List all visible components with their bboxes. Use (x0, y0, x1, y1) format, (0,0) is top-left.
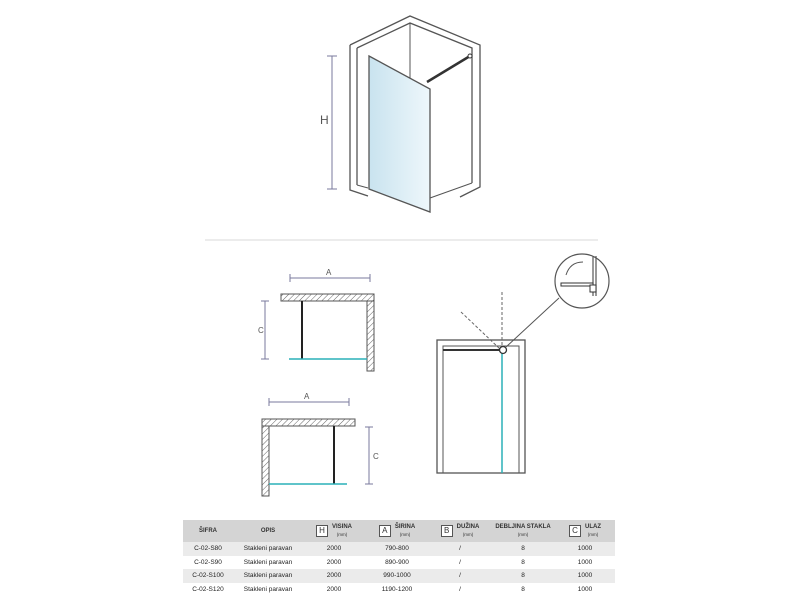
plan-view-top (258, 268, 374, 371)
cell-thickness: 8 (491, 569, 555, 583)
cell-height: 2000 (326, 558, 342, 566)
cell-length: / (429, 542, 491, 556)
detail-bubble (555, 254, 609, 308)
cell-length: / (429, 569, 491, 583)
cell-width: 990-1000 (365, 569, 429, 583)
cell-description: Stakleni paravan (243, 558, 293, 566)
cell-length: / (459, 585, 461, 593)
plan-top-depth-label: C (258, 326, 264, 335)
glass-panel-shape (369, 56, 430, 212)
cell-thickness: 8 (491, 542, 555, 556)
c-icon: C (569, 525, 581, 537)
header-code: ŠIFRA (183, 520, 233, 542)
table-header-row (183, 520, 615, 542)
cell-entry: 1000 (577, 585, 593, 593)
plan-top-width-label: A (326, 268, 332, 277)
cell-thickness: 8 (521, 585, 525, 593)
header-glass-thickness: DEBLJINA STAKLA (mm) (491, 520, 555, 542)
perspective-view (320, 16, 480, 212)
cell-description: Stakleni paravan (243, 585, 293, 593)
cell-entry: 1000 (555, 569, 615, 583)
stabilizer-bar (427, 56, 470, 82)
cell-height: 2000 (326, 585, 342, 593)
cell-thickness: 8 (521, 558, 525, 566)
plan-bottom-depth-label: C (373, 452, 379, 461)
cell-description: Stakleni paravan (233, 569, 303, 583)
cell-width: 1190-1200 (381, 585, 413, 593)
cell-code: C-02-S80 (183, 542, 233, 556)
cell-width: 790-800 (365, 542, 429, 556)
cell-code: C-02-S120 (192, 585, 224, 593)
cell-height: 2000 (303, 569, 365, 583)
front-view (437, 292, 559, 473)
b-icon: B (441, 525, 453, 537)
cell-entry: 1000 (577, 558, 593, 566)
cell-entry: 1000 (555, 542, 615, 556)
cell-width: 890-900 (385, 558, 409, 566)
height-label: H (320, 113, 329, 127)
plan-bottom-width-label: A (304, 392, 310, 401)
header-length: B DUŽINA (mm) (429, 520, 491, 542)
table-row (183, 569, 615, 583)
cell-length: / (459, 558, 461, 566)
header-entry: C ULAZ (mm) (555, 520, 615, 542)
cell-description: Stakleni paravan (233, 542, 303, 556)
h-icon: H (316, 525, 328, 537)
header-height: H VISINA (mm) (303, 520, 365, 542)
plan-view-bottom (262, 392, 379, 496)
cell-code: C-02-S100 (183, 569, 233, 583)
table-row (183, 556, 615, 570)
table-row (183, 542, 615, 556)
spec-table (183, 520, 615, 596)
a-icon: A (379, 525, 391, 537)
header-description: OPIS (233, 520, 303, 542)
cell-code: C-02-S90 (194, 558, 222, 566)
header-width: A ŠIRINA (mm) (365, 520, 429, 542)
table-row (183, 583, 615, 597)
cell-height: 2000 (303, 542, 365, 556)
